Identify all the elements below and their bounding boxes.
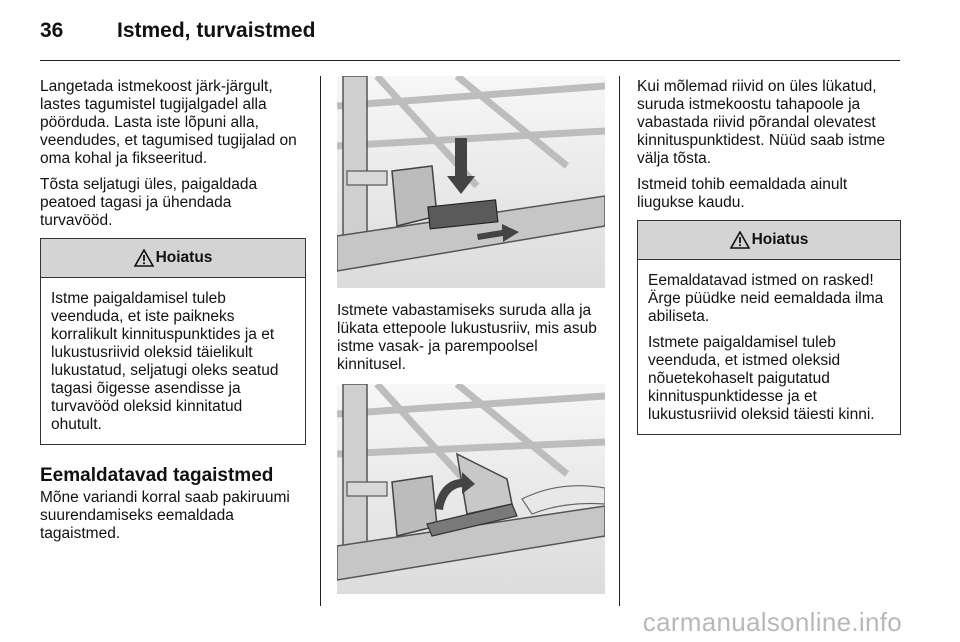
- paragraph: Tõsta seljatugi üles, paigaldada peatoed tagasi ja ühendada turvavööd.: [40, 176, 258, 229]
- header-divider: [40, 60, 900, 61]
- warning-text: Istmete paigaldamisel tuleb veenduda, et istmed oleksid nõuetekohaselt paigutatud kinnituspunktidesse ja et lukustusriivid oleksid täiesti kinni.: [648, 334, 875, 423]
- left-column: [40, 78, 306, 551]
- page-title: Istmed, turvaistmed: [117, 19, 316, 42]
- seat-latch-illustration-2: [337, 384, 605, 594]
- column-divider-1: [320, 76, 321, 606]
- warning-header: [638, 221, 900, 260]
- page-number: 36: [40, 19, 64, 42]
- figure-caption: Istmete vabastamiseks suruda alla ja lükata ettepoole lukustusriiv, mis asub istme vasak- ja parempoolsel kinnitusel.: [337, 302, 597, 373]
- paragraph: Langetada istmekoost järk-järgult, lastes tagumistel tugijalgadel alla pöörduda. Lasta iste lõpuni alla, veendudes, et tagumised tugijalad on oma kohal ja fikseeritud.: [40, 78, 297, 167]
- warning-text: Eemaldatavad istmed on rasked! Ärge püüdke neid eemaldada ilma abiliseta.: [648, 272, 884, 325]
- watermark: carmanualsonline.info: [642, 607, 902, 637]
- warning-title: Hoiatus: [155, 249, 213, 266]
- page-header: [0, 0, 960, 62]
- warning-triangle-icon: [134, 249, 154, 267]
- warning-triangle-icon: [730, 231, 750, 249]
- right-column: [637, 78, 901, 435]
- section-heading: Eemaldatavad tagaistmed: [40, 465, 274, 486]
- warning-title: Hoiatus: [751, 231, 809, 248]
- paragraph: Mõne variandi korral saab pakiruumi suurendamiseks eemaldada tagaistmed.: [40, 489, 290, 542]
- warning-header: [41, 239, 305, 278]
- paragraph: Kui mõlemad riivid on üles lükatud, suruda istmekoostu tahapoole ja vabastada riivid põrandal olevatest kinnituspunktidest. Nüüd saab istme välja tõsta.: [637, 78, 886, 167]
- paragraph: Istmeid tohib eemaldada ainult liugukse kaudu.: [637, 176, 848, 211]
- seat-latch-illustration-1: [337, 76, 605, 288]
- middle-column: [337, 302, 607, 382]
- warning-box: [637, 220, 901, 435]
- warning-box: [40, 238, 306, 445]
- warning-text: Istme paigaldamisel tuleb veenduda, et iste paikneks korralikult kinnituspunktides ja et lukustusriivid oleksid täielikult lukustatud, seljatugi oleks seatud tagasi õigesse asendisse ja turvavööd oleksid kinnitatud ohutult.: [51, 290, 279, 433]
- column-divider-2: [619, 76, 620, 606]
